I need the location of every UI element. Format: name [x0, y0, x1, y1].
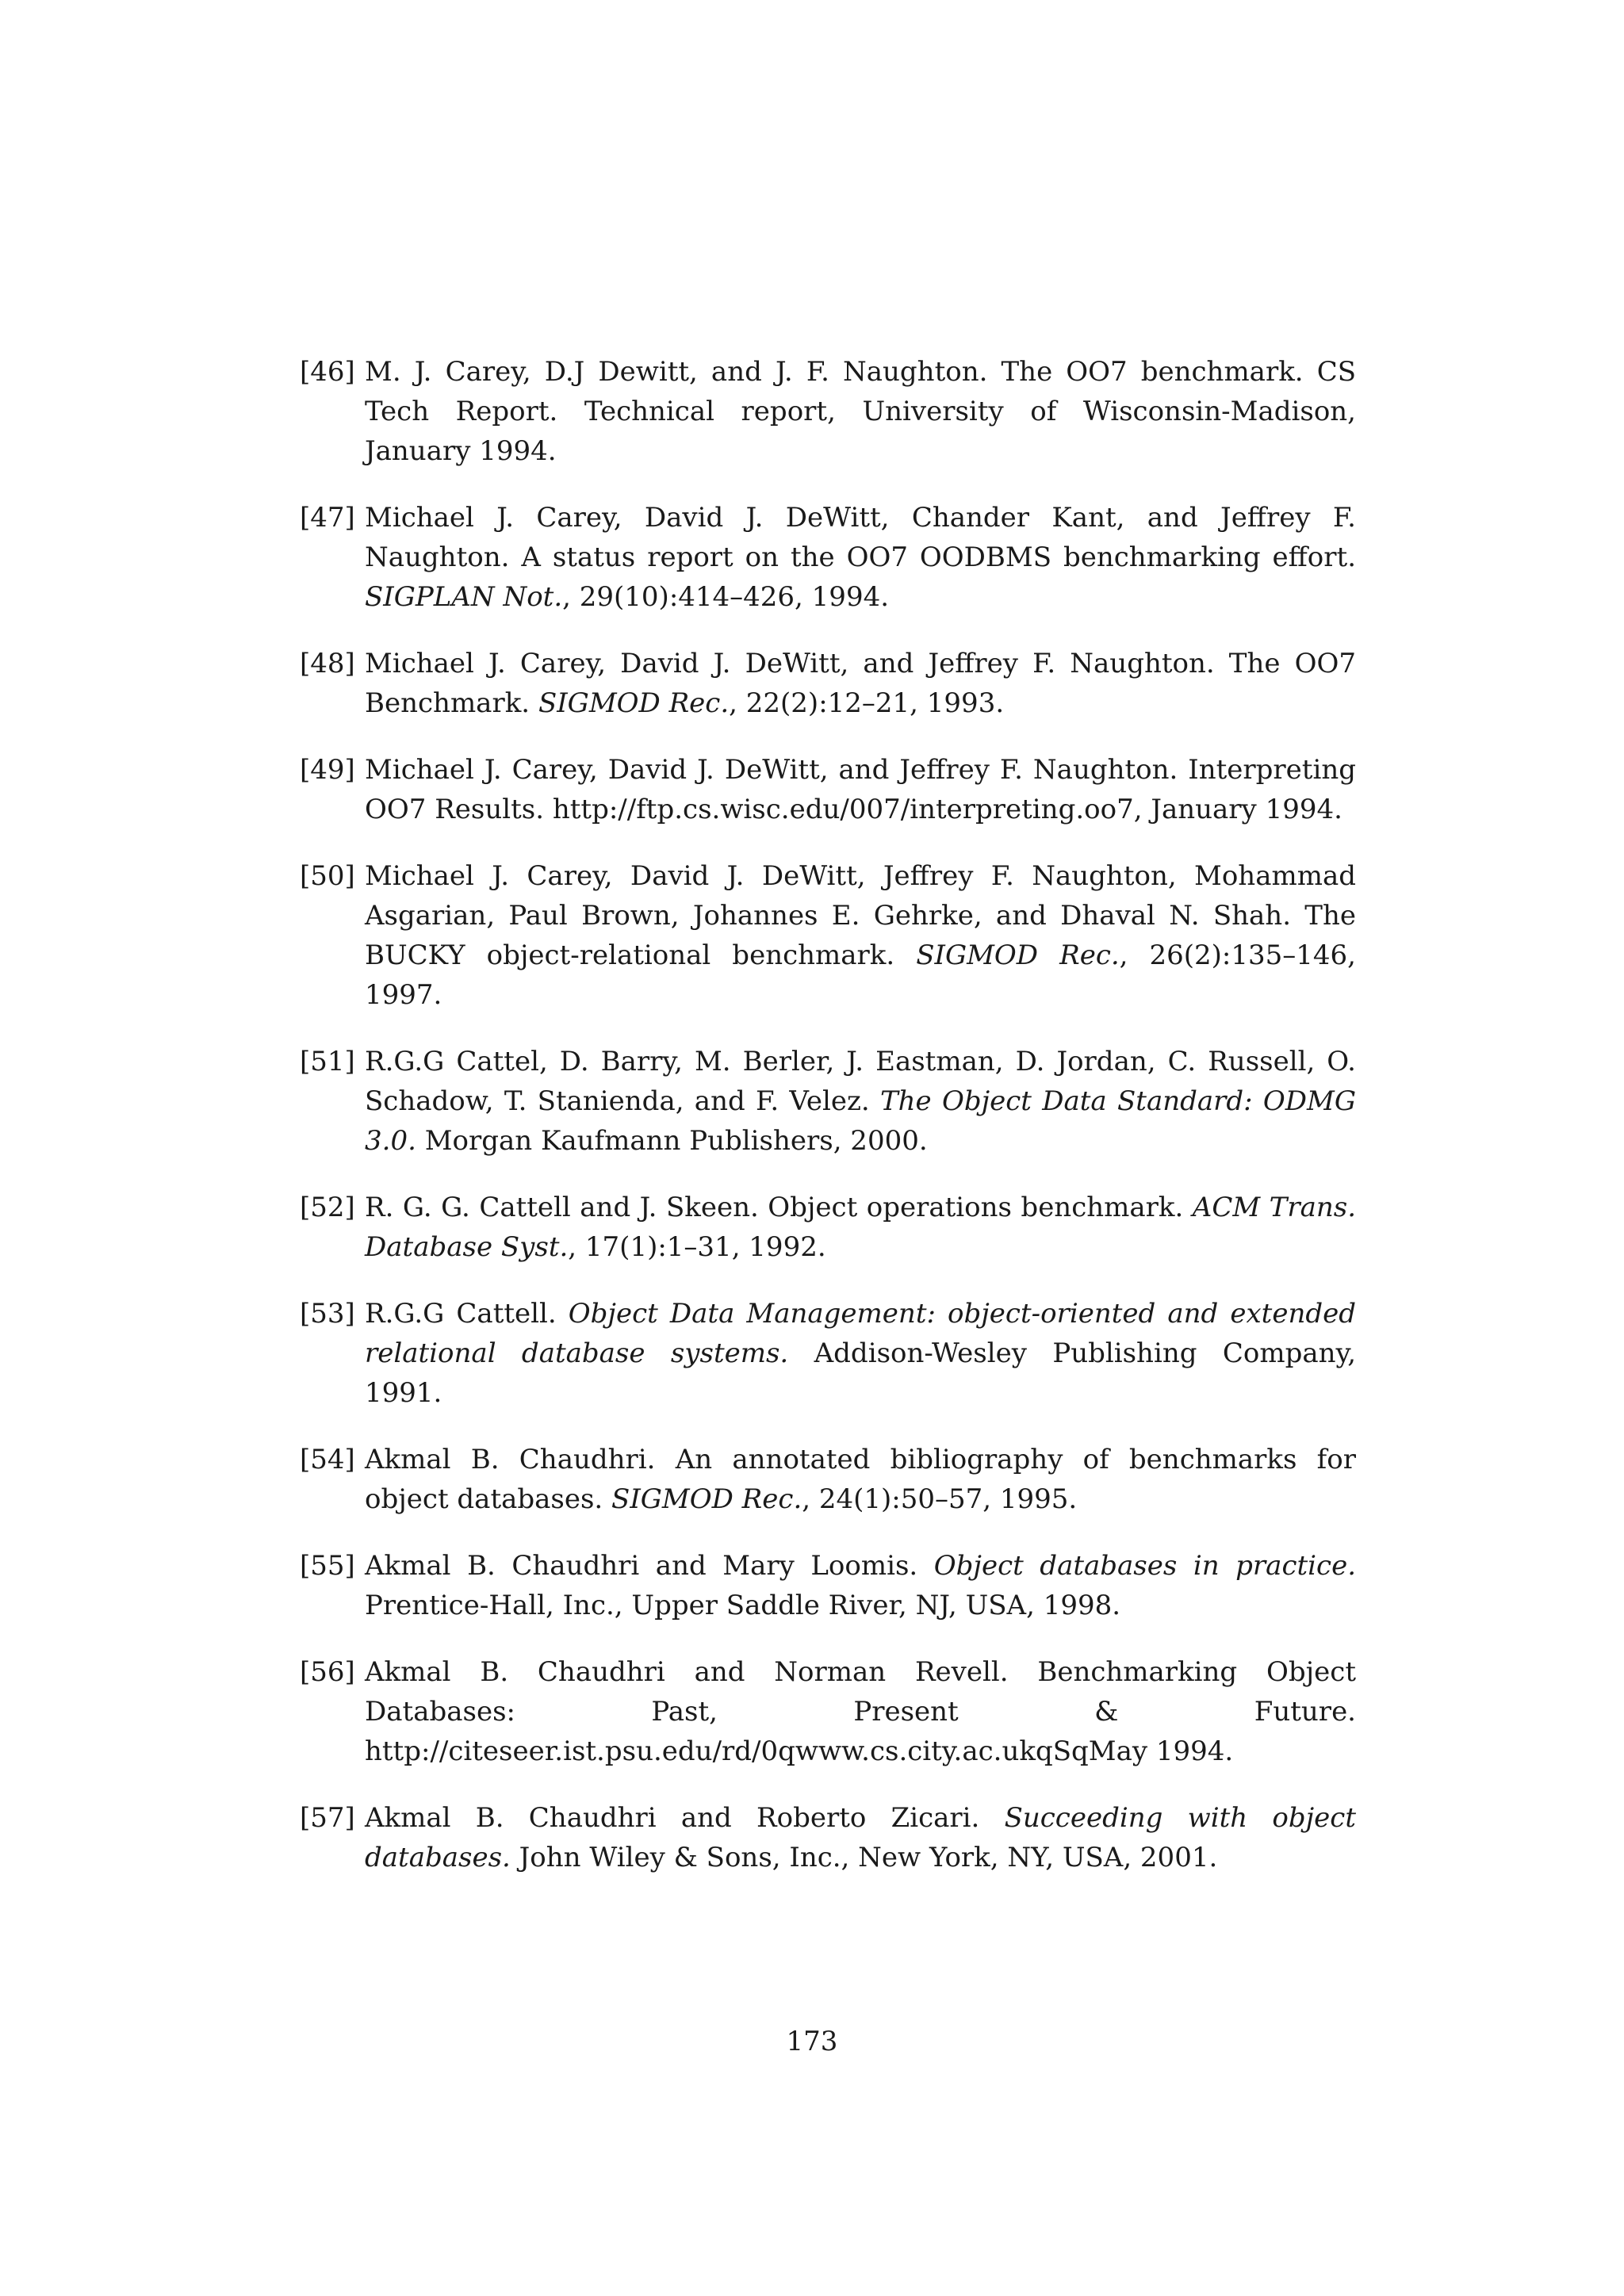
reference-text-segment: M. J. Carey, D.J Dewitt, and J. F. Naughton. The OO7 benchmark. CS Tech Report. Technical report, University of Wisconsin-Madison, January 1994. — [365, 356, 1356, 467]
reference-text-segment: Akmal B. Chaudhri and Norman Revell. Benchmarking Object Databases: Past, Present & Future. http://citeseer.ist.psu.edu/rd/0qwww.cs.city.ac.ukqSqMay 1994. — [365, 1656, 1356, 1767]
reference-text-segment: Michael J. Carey, David J. DeWitt, and Jeffrey F. Naughton. Interpreting OO7 Results. http://ftp.cs.wisc.edu/007/interpreting.oo7, January 1994. — [365, 754, 1356, 825]
reference-number: [48] — [300, 648, 355, 679]
reference-venue-italic: SIGMOD Rec. — [611, 1483, 802, 1515]
reference-entry — [300, 1440, 1356, 1519]
reference-text-segment: R.G.G Cattel, D. Barry, M. Berler, J. Eastman, D. Jordan, C. Russell, O. Schadow, T. Stanienda, and F. Velez. — [365, 1046, 1356, 1117]
reference-text — [365, 1298, 1356, 1409]
reference-text-segment: Michael J. Carey, David J. DeWitt, Jeffrey F. Naughton, Mohammad Asgarian, Paul Brown, Johannes E. Gehrke, and Dhaval N. Shah. The BUCKY object-relational benchmark. — [365, 860, 1356, 971]
reference-text — [365, 502, 1356, 613]
reference-text-segment: Addison-Wesley Publishing Company, 1991. — [365, 1337, 1356, 1409]
reference-number: [50] — [300, 860, 355, 892]
reference-text-segment: Prentice-Hall, Inc., Upper Saddle River, NJ, USA, 1998. — [365, 1590, 1121, 1621]
reference-entry — [300, 750, 1356, 829]
reference-venue-italic: ACM Trans. Database Syst. — [365, 1192, 1357, 1263]
reference-venue-italic: Succeeding with object databases. — [365, 1802, 1356, 1873]
bibliography-list — [300, 352, 1356, 1904]
reference-number: [54] — [300, 1444, 355, 1475]
reference-text-segment: , 22(2):12–21, 1993. — [729, 687, 1005, 719]
reference-text-segment: Akmal B. Chaudhri and Mary Loomis. — [365, 1550, 934, 1582]
reference-text-segment: , 24(1):50–57, 1995. — [802, 1483, 1078, 1515]
reference-text-segment: Akmal B. Chaudhri and Roberto Zicari. — [365, 1802, 1005, 1834]
reference-number: [51] — [300, 1046, 355, 1077]
reference-text — [365, 1444, 1356, 1515]
reference-text-segment: , 17(1):1–31, 1992. — [568, 1231, 826, 1263]
reference-entry — [300, 1546, 1356, 1625]
reference-entry — [300, 1294, 1356, 1413]
reference-text — [365, 648, 1356, 719]
reference-text-segment: John Wiley & Sons, Inc., New York, NY, USA, 2001. — [510, 1842, 1218, 1873]
reference-text — [365, 754, 1356, 825]
reference-text-segment: Michael J. Carey, David J. DeWitt, Chander Kant, and Jeffrey F. Naughton. A status report on the OO7 OODBMS benchmarking effort. — [365, 502, 1356, 573]
reference-number: [46] — [300, 356, 355, 388]
reference-number: [53] — [300, 1298, 355, 1330]
reference-venue-italic: SIGPLAN Not. — [365, 581, 563, 613]
reference-text-segment: Akmal B. Chaudhri. An annotated bibliography of benchmarks for object databases. — [365, 1444, 1356, 1515]
reference-number: [47] — [300, 502, 355, 534]
reference-text — [365, 1802, 1356, 1873]
reference-venue-italic: SIGMOD Rec. — [916, 939, 1120, 971]
reference-entry — [300, 1042, 1356, 1161]
reference-venue-italic: Object Data Management: object-oriented and extended relational database systems. — [365, 1298, 1356, 1369]
reference-text-segment: Michael J. Carey, David J. DeWitt, and Jeffrey F. Naughton. The OO7 Benchmark. — [365, 648, 1356, 719]
reference-entry — [300, 1188, 1356, 1267]
reference-venue-italic: Object databases in practice. — [933, 1550, 1356, 1582]
reference-number: [49] — [300, 754, 355, 786]
reference-text-segment: R.G.G Cattell. — [365, 1298, 569, 1330]
reference-text — [365, 1192, 1356, 1263]
reference-venue-italic: The Object Data Standard: ODMG 3.0. — [365, 1085, 1357, 1157]
reference-text-segment: R. G. G. Cattell and J. Skeen. Object operations benchmark. — [365, 1192, 1193, 1223]
reference-entry — [300, 352, 1356, 471]
reference-text-segment: , 29(10):414–426, 1994. — [562, 581, 890, 613]
reference-entry — [300, 1798, 1356, 1877]
reference-number: [56] — [300, 1656, 355, 1688]
reference-entry — [300, 856, 1356, 1015]
reference-text-segment: , 26(2):135–146, 1997. — [365, 939, 1356, 1011]
reference-text — [365, 356, 1356, 467]
reference-number: [55] — [300, 1550, 355, 1582]
reference-text — [365, 1046, 1356, 1157]
reference-text — [365, 1550, 1356, 1621]
reference-number: [57] — [300, 1802, 355, 1834]
reference-entry — [300, 644, 1356, 723]
reference-text-segment: Morgan Kaufmann Publishers, 2000. — [416, 1125, 928, 1157]
reference-text — [365, 1656, 1356, 1767]
page-number: 173 — [786, 2026, 838, 2057]
reference-entry — [300, 498, 1356, 617]
reference-venue-italic: SIGMOD Rec. — [538, 687, 730, 719]
reference-entry — [300, 1652, 1356, 1771]
reference-text — [365, 860, 1356, 1011]
reference-number: [52] — [300, 1192, 355, 1223]
